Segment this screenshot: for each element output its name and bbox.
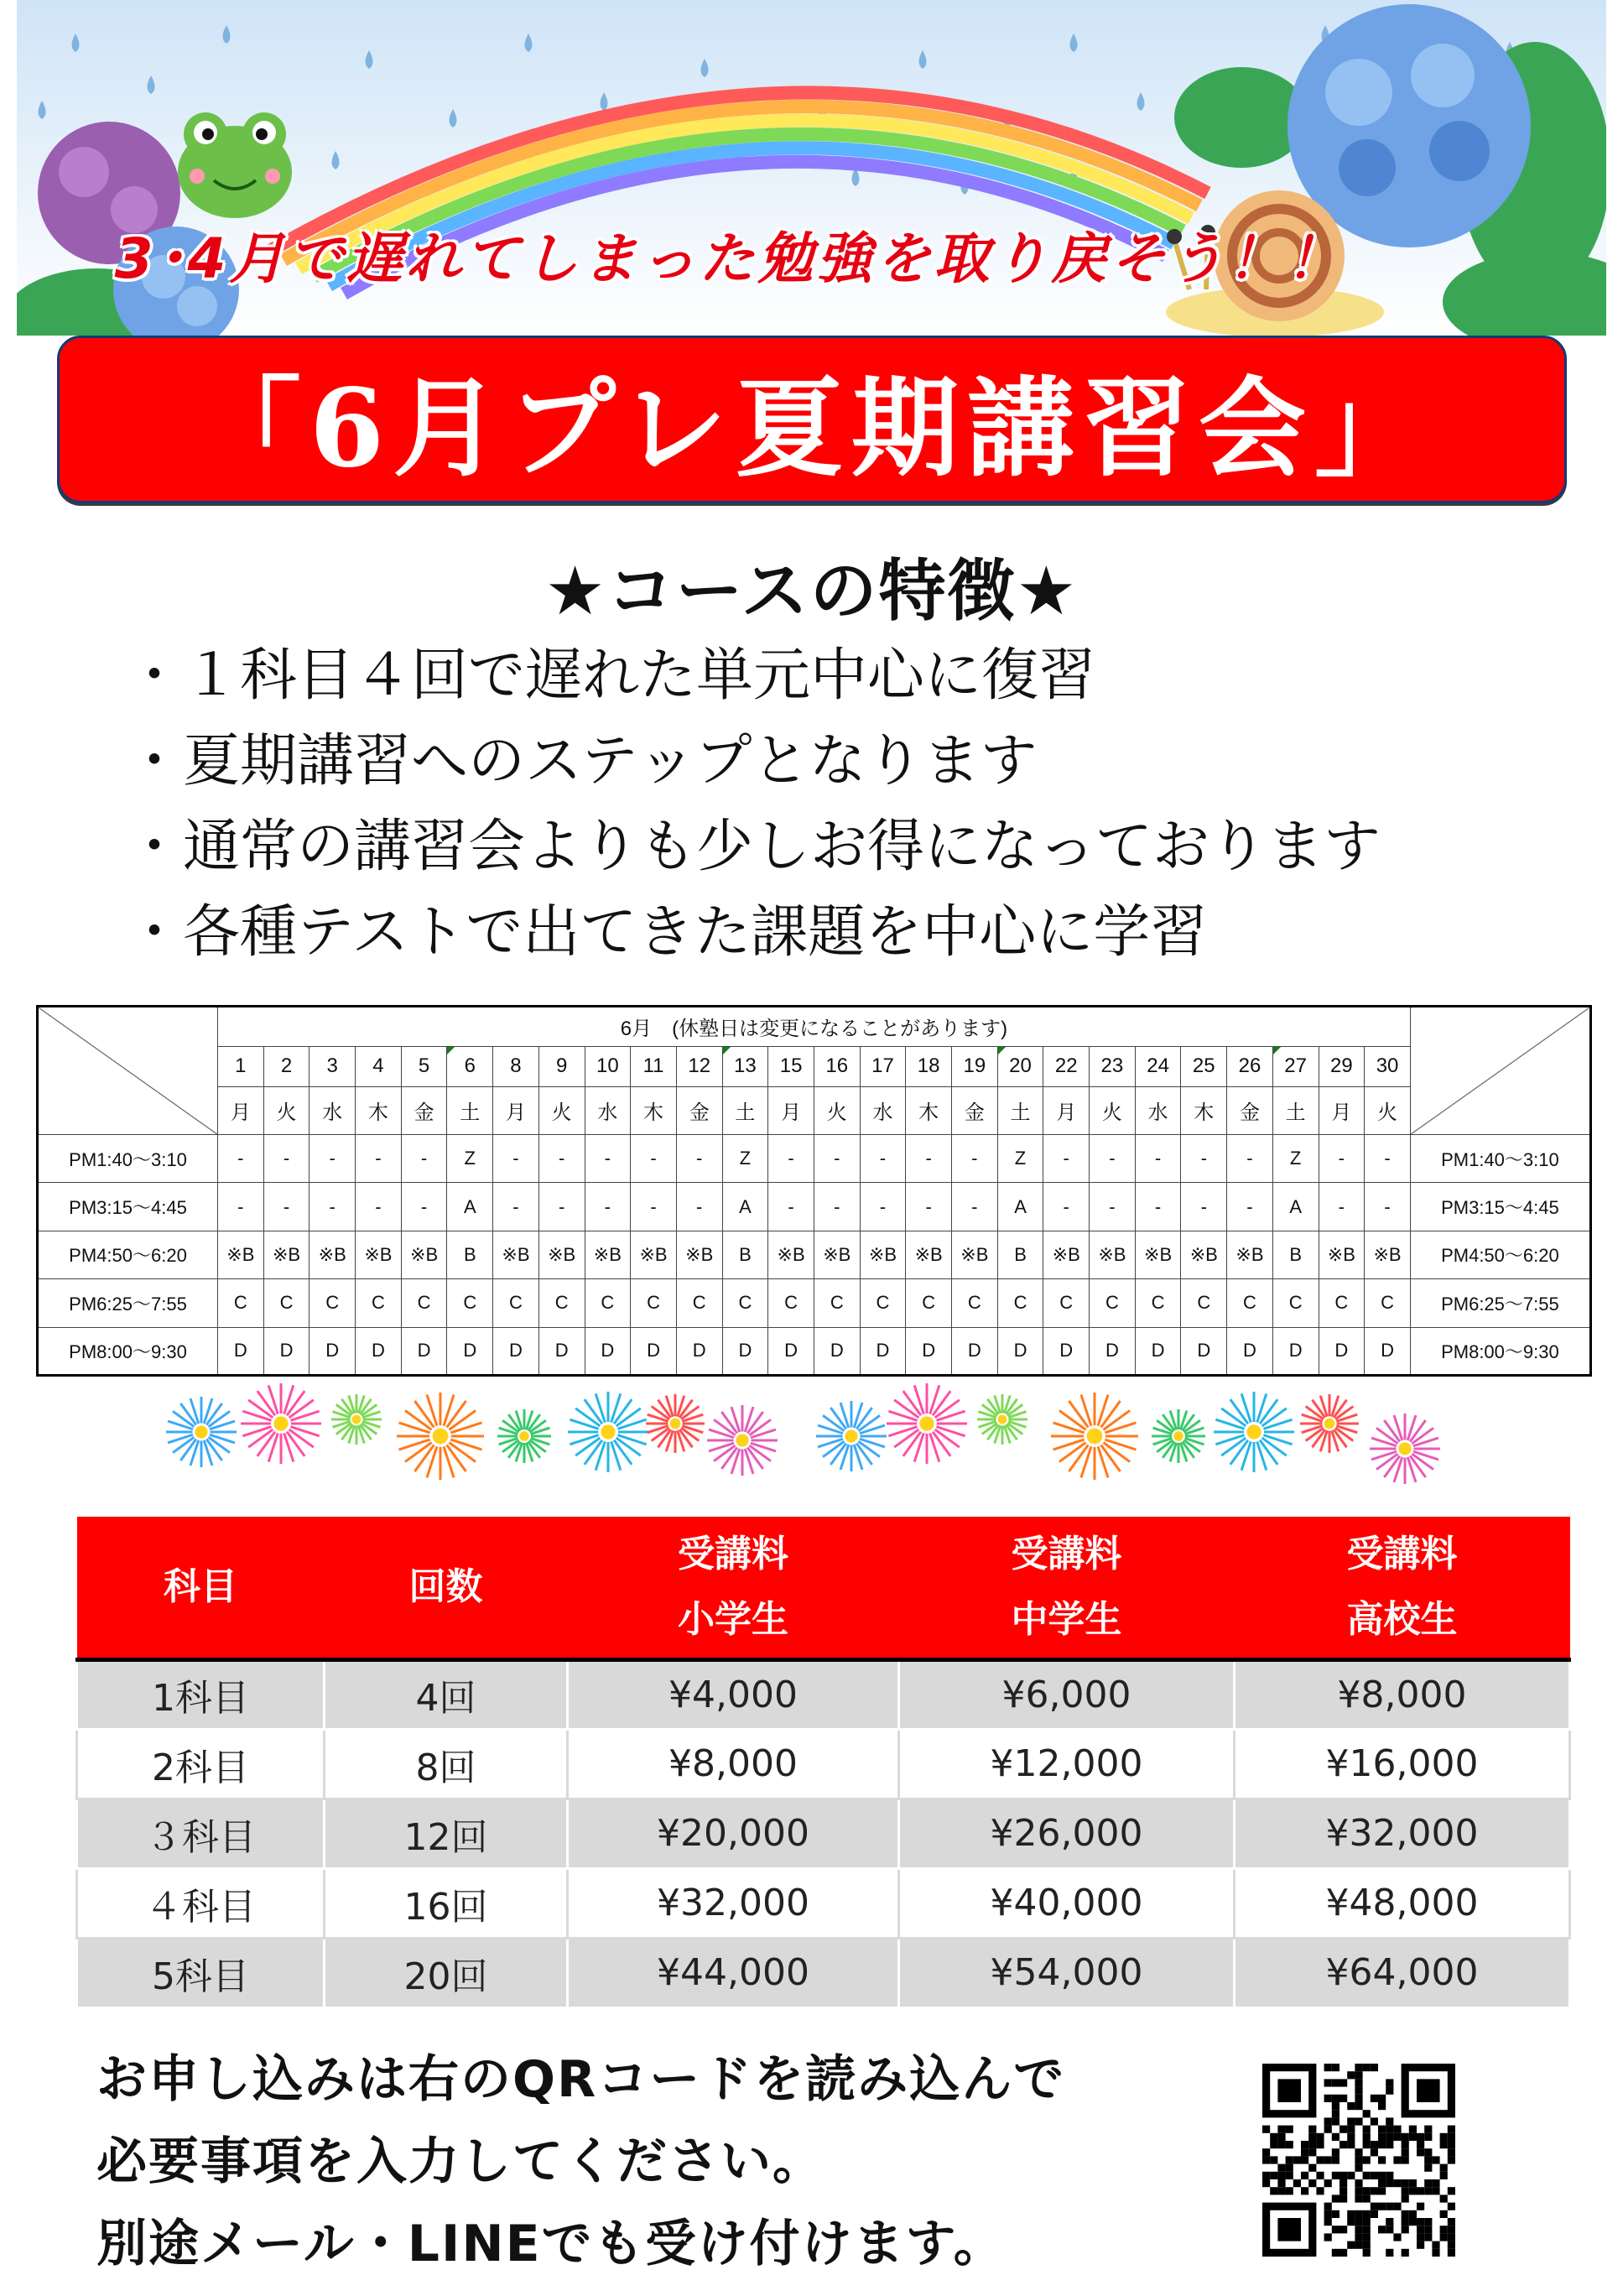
schedule-weekday-cell: 金 (952, 1086, 998, 1134)
schedule-slot-cell: D (263, 1327, 310, 1375)
schedule-day-cell: 9 (538, 1046, 585, 1086)
schedule-day-cell: 3 (310, 1046, 356, 1086)
schedule-slot-cell: - (1227, 1135, 1273, 1183)
schedule-slot-cell: - (631, 1135, 677, 1183)
table-row (77, 1868, 1570, 1938)
schedule-slot-cell: - (631, 1183, 677, 1231)
schedule-corner-cell (1410, 1007, 1590, 1135)
schedule-slot-row (38, 1231, 1591, 1278)
schedule-slot-cell: D (997, 1327, 1043, 1375)
firework-burst-icon (568, 1392, 648, 1472)
firework-burst-icon (1051, 1393, 1138, 1480)
schedule-slot-cell: - (860, 1135, 906, 1183)
schedule-slot-cell: - (814, 1135, 860, 1183)
schedule-day-cell: 25 (1181, 1046, 1227, 1086)
table-row (77, 1729, 1570, 1799)
schedule-day-cell: 13 (722, 1046, 768, 1086)
schedule-slot-cell: D (1181, 1327, 1227, 1375)
schedule-slot-cell: C (263, 1279, 310, 1327)
schedule-slot-cell: - (1365, 1183, 1411, 1231)
schedule-slot-cell: - (676, 1135, 722, 1183)
firework-burst-icon (497, 1409, 551, 1463)
schedule-slot-cell: - (1319, 1135, 1365, 1183)
row-junior-fee: ¥40,000 (899, 1868, 1235, 1938)
schedule-day-cell: 2 (263, 1046, 310, 1086)
row-junior-fee: ¥26,000 (899, 1799, 1235, 1868)
schedule-day-cell: 1 (218, 1046, 264, 1086)
schedule-slot-cell: D (493, 1327, 539, 1375)
row-sessions: 12回 (325, 1799, 568, 1868)
schedule-slot-cell: C (1090, 1279, 1136, 1327)
schedule-slot-cell: - (356, 1135, 402, 1183)
schedule-slot-cell: D (768, 1327, 814, 1375)
row-subject: ４科目 (77, 1868, 325, 1938)
schedule-day-cell: 24 (1135, 1046, 1181, 1086)
firework-burst-icon (331, 1394, 382, 1445)
schedule-slot-label: PM6:25～7:55 (1410, 1279, 1590, 1327)
firework-burst-icon (241, 1383, 321, 1464)
schedule-slot-cell: D (585, 1327, 631, 1375)
schedule-slot-cell: - (218, 1135, 264, 1183)
schedule-day-cell: 11 (631, 1046, 677, 1086)
schedule-slot-cell: ※B (538, 1231, 585, 1278)
schedule-slot-cell: B (722, 1231, 768, 1278)
header-senior-label: 高校生 (1346, 1598, 1458, 1640)
schedule-slot-cell: C (722, 1279, 768, 1327)
schedule-slot-cell: ※B (906, 1231, 952, 1278)
schedule-slot-label: PM6:25～7:55 (38, 1279, 218, 1327)
price-table (75, 1517, 1571, 2009)
schedule-slot-cell: A (722, 1183, 768, 1231)
schedule-slot-cell: A (447, 1183, 493, 1231)
schedule-weekday-cell: 水 (860, 1086, 906, 1134)
schedule-weekday-cell: 水 (1135, 1086, 1181, 1134)
schedule-weekday-cell: 月 (493, 1086, 539, 1134)
firework-burst-icon (977, 1394, 1027, 1445)
subtitle: 3･4月で遅れてしまった勉強を取り戻そう！！ (114, 226, 1345, 291)
schedule-slot-cell: - (538, 1135, 585, 1183)
schedule-weekday-cell: 月 (218, 1086, 264, 1134)
schedule-slot-cell: - (585, 1183, 631, 1231)
schedule-weekday-cell: 金 (1227, 1086, 1273, 1134)
schedule-slot-cell: C (585, 1279, 631, 1327)
schedule-slot-cell: - (1090, 1135, 1136, 1183)
schedule-day-cell: 8 (493, 1046, 539, 1086)
schedule-slot-cell: D (631, 1327, 677, 1375)
schedule-slot-label: PM8:00～9:30 (1410, 1327, 1590, 1375)
schedule-slot-cell: D (814, 1327, 860, 1375)
schedule-weekday-cell: 木 (1181, 1086, 1227, 1134)
schedule-slot-cell: D (1272, 1327, 1319, 1375)
schedule-day-cell: 22 (1043, 1046, 1090, 1086)
schedule-slot-cell: Z (722, 1135, 768, 1183)
schedule-slot-cell: ※B (1227, 1231, 1273, 1278)
schedule-slot-cell: D (538, 1327, 585, 1375)
schedule-slot-cell: C (401, 1279, 447, 1327)
schedule-day-cell: 16 (814, 1046, 860, 1086)
row-senior-fee: ¥16,000 (1235, 1729, 1570, 1799)
features-heading: ★コースの特徴★ (544, 552, 1079, 630)
schedule-slot-cell: ※B (676, 1231, 722, 1278)
schedule-slot-cell: D (1319, 1327, 1365, 1375)
schedule-day-cell: 4 (356, 1046, 402, 1086)
schedule-slot-cell: - (538, 1183, 585, 1231)
schedule-day-cell: 10 (585, 1046, 631, 1086)
schedule-month-header: 6月 (休塾日は変更になることがあります) (218, 1007, 1411, 1047)
row-subject: ３科目 (77, 1799, 325, 1868)
schedule-day-cell: 18 (906, 1046, 952, 1086)
schedule-slot-cell: ※B (401, 1231, 447, 1278)
schedule-slot-cell: B (1272, 1231, 1319, 1278)
application-instructions (96, 2038, 1187, 2285)
schedule-day-cell: 26 (1227, 1046, 1273, 1086)
schedule-slot-cell: D (447, 1327, 493, 1375)
schedule-slot-label: PM4:50～6:20 (1410, 1231, 1590, 1278)
schedule-slot-cell: - (493, 1135, 539, 1183)
schedule-slot-cell: C (814, 1279, 860, 1327)
schedule-slot-cell: Z (997, 1135, 1043, 1183)
qr-code-icon[interactable] (1262, 2064, 1455, 2257)
header-illustration (17, 0, 1606, 336)
schedule-slot-cell: D (1090, 1327, 1136, 1375)
schedule-day-cell: 20 (997, 1046, 1043, 1086)
header-subject: 科目 (77, 1517, 325, 1659)
schedule-slot-cell: - (310, 1135, 356, 1183)
schedule-slot-label: PM4:50～6:20 (38, 1231, 218, 1278)
schedule-weekday-cell: 金 (401, 1086, 447, 1134)
schedule-slot-cell: D (356, 1327, 402, 1375)
schedule-slot-cell: D (676, 1327, 722, 1375)
schedule-weekday-cell: 火 (1090, 1086, 1136, 1134)
schedule-day-cell: 23 (1090, 1046, 1136, 1086)
table-row (77, 1659, 1570, 1729)
schedule-slot-cell: C (538, 1279, 585, 1327)
feature-item: ・夏期講習へのステップとなります (126, 728, 1038, 794)
header-fee-label: 受講料 (1011, 1533, 1122, 1575)
schedule-slot-cell: C (1181, 1279, 1227, 1327)
schedule-weekday-cell: 月 (1043, 1086, 1090, 1134)
row-junior-fee: ¥6,000 (899, 1659, 1235, 1729)
row-sessions: 16回 (325, 1868, 568, 1938)
schedule-slot-cell: - (1319, 1183, 1365, 1231)
schedule-slot-cell: C (860, 1279, 906, 1327)
schedule-slot-cell: C (1227, 1279, 1273, 1327)
schedule-slot-cell: C (493, 1279, 539, 1327)
schedule-slot-cell: D (906, 1327, 952, 1375)
schedule-slot-cell: ※B (218, 1231, 264, 1278)
schedule-slot-cell: ※B (1090, 1231, 1136, 1278)
schedule-slot-cell: C (676, 1279, 722, 1327)
row-senior-fee: ¥8,000 (1235, 1659, 1570, 1729)
schedule-slot-cell: - (952, 1135, 998, 1183)
schedule-slot-label: PM3:15～4:45 (1410, 1183, 1590, 1231)
schedule-slot-cell: - (1135, 1135, 1181, 1183)
schedule-slot-cell: C (218, 1279, 264, 1327)
row-sessions: 4回 (325, 1659, 568, 1729)
schedule-slot-cell: - (1135, 1183, 1181, 1231)
schedule-slot-cell: - (952, 1183, 998, 1231)
schedule-day-cell: 5 (401, 1046, 447, 1086)
schedule-weekday-cell: 土 (722, 1086, 768, 1134)
fireworks-icon (164, 1377, 1480, 1486)
header-fee-label: 受講料 (1346, 1533, 1458, 1575)
schedule-weekday-cell: 火 (538, 1086, 585, 1134)
schedule-slot-cell: C (1272, 1279, 1319, 1327)
schedule-slot-cell: D (952, 1327, 998, 1375)
schedule-slot-cell: - (263, 1135, 310, 1183)
price-table-header (77, 1517, 1570, 1659)
row-sessions: 8回 (325, 1729, 568, 1799)
schedule-weekday-cell: 木 (906, 1086, 952, 1134)
schedule-slot-cell: ※B (1181, 1231, 1227, 1278)
frog-icon (178, 112, 292, 218)
header-elementary (568, 1517, 899, 1659)
header-fee-label: 受講料 (678, 1533, 788, 1575)
schedule-slot-cell: C (997, 1279, 1043, 1327)
schedule-slot-cell: - (768, 1183, 814, 1231)
schedule-slot-cell: C (952, 1279, 998, 1327)
row-senior-fee: ¥64,000 (1235, 1938, 1570, 2007)
row-subject: 5科目 (77, 1938, 325, 2007)
header-junior-label: 中学生 (1011, 1598, 1122, 1640)
row-senior-fee: ¥48,000 (1235, 1868, 1570, 1938)
schedule-slot-cell: D (310, 1327, 356, 1375)
schedule-weekday-cell: 金 (676, 1086, 722, 1134)
schedule-slot-cell: - (1181, 1183, 1227, 1231)
schedule-slot-cell: - (906, 1183, 952, 1231)
schedule-slot-cell: - (263, 1183, 310, 1231)
schedule-slot-cell: C (447, 1279, 493, 1327)
schedule-slot-cell: - (585, 1135, 631, 1183)
schedule-weekday-cell: 土 (1272, 1086, 1319, 1134)
page-title: 「6月プレ夏期講習会」 (194, 366, 1430, 492)
row-subject: 1科目 (77, 1659, 325, 1729)
firework-burst-icon (397, 1393, 484, 1480)
firework-burst-icon (646, 1394, 705, 1453)
schedule-slot-cell: C (768, 1279, 814, 1327)
schedule-slot-cell: Z (447, 1135, 493, 1183)
schedule-slot-cell: - (676, 1183, 722, 1231)
feature-item: ・通常の講習会よりも少しお得になっております (126, 814, 1381, 880)
schedule-day-cell: 19 (952, 1046, 998, 1086)
schedule-slot-cell: ※B (263, 1231, 310, 1278)
schedule-slot-cell: ※B (1319, 1231, 1365, 1278)
schedule-slot-cell: - (768, 1135, 814, 1183)
header-sessions: 回数 (325, 1517, 568, 1659)
schedule-slot-cell: C (310, 1279, 356, 1327)
schedule-day-cell: 6 (447, 1046, 493, 1086)
row-elementary-fee: ¥44,000 (568, 1938, 899, 2007)
schedule-slot-cell: - (218, 1183, 264, 1231)
schedule-day-cell: 29 (1319, 1046, 1365, 1086)
firework-burst-icon (1370, 1414, 1440, 1484)
schedule-slot-row (38, 1183, 1591, 1231)
schedule-slot-cell: D (860, 1327, 906, 1375)
schedule-slot-label: PM1:40～3:10 (38, 1135, 218, 1183)
schedule-day-cell: 12 (676, 1046, 722, 1086)
schedule-slot-cell: C (1043, 1279, 1090, 1327)
schedule-slot-cell: C (356, 1279, 402, 1327)
schedule-slot-cell: C (631, 1279, 677, 1327)
schedule-slot-cell: ※B (814, 1231, 860, 1278)
schedule-slot-cell: - (493, 1183, 539, 1231)
schedule-weekday-cell: 月 (1319, 1086, 1365, 1134)
schedule-slot-cell: D (1135, 1327, 1181, 1375)
schedule-slot-cell: B (447, 1231, 493, 1278)
schedule-slot-row (38, 1327, 1591, 1375)
schedule-slot-label: PM3:15～4:45 (38, 1183, 218, 1231)
application-line: 別途メール・LINEでも受け付けます。 (96, 2215, 1006, 2273)
schedule-day-cell: 17 (860, 1046, 906, 1086)
schedule-slot-cell: ※B (493, 1231, 539, 1278)
schedule-slot-row (38, 1279, 1591, 1327)
schedule-slot-cell: Z (1272, 1135, 1319, 1183)
row-subject: 2科目 (77, 1729, 325, 1799)
schedule-slot-cell: C (1319, 1279, 1365, 1327)
schedule-slot-cell: C (1135, 1279, 1181, 1327)
schedule-slot-cell: ※B (1135, 1231, 1181, 1278)
schedule-slot-cell: - (1090, 1183, 1136, 1231)
row-junior-fee: ¥54,000 (899, 1938, 1235, 2007)
features-list (126, 633, 1381, 976)
row-elementary-fee: ¥32,000 (568, 1868, 899, 1938)
schedule-slot-cell: - (1043, 1183, 1090, 1231)
schedule-slot-cell: ※B (952, 1231, 998, 1278)
schedule-slot-cell: - (860, 1183, 906, 1231)
schedule-slot-cell: ※B (1365, 1231, 1411, 1278)
table-row (77, 1938, 1570, 2007)
schedule-slot-cell: ※B (310, 1231, 356, 1278)
schedule-slot-cell: - (1227, 1183, 1273, 1231)
schedule-slot-cell: ※B (860, 1231, 906, 1278)
schedule-slot-cell: D (1365, 1327, 1411, 1375)
schedule-slot-cell: D (1227, 1327, 1273, 1375)
schedule-slot-cell: A (997, 1183, 1043, 1231)
schedule-weekday-cell: 月 (768, 1086, 814, 1134)
schedule-slot-cell: - (401, 1135, 447, 1183)
schedule-slot-cell: - (814, 1183, 860, 1231)
schedule-slot-cell: C (1365, 1279, 1411, 1327)
schedule-slot-cell: A (1272, 1183, 1319, 1231)
schedule-day-cell: 27 (1272, 1046, 1319, 1086)
schedule-slot-cell: D (722, 1327, 768, 1375)
feature-item: ・１科目４回で遅れた単元中心に復習 (126, 643, 1096, 709)
firework-burst-icon (887, 1383, 967, 1464)
schedule-slot-cell: ※B (631, 1231, 677, 1278)
schedule-slot-cell: - (906, 1135, 952, 1183)
firework-burst-icon (166, 1397, 237, 1467)
schedule-slot-cell: ※B (356, 1231, 402, 1278)
firework-burst-icon (1300, 1394, 1359, 1453)
title-banner (57, 336, 1567, 503)
schedule-slot-cell: D (401, 1327, 447, 1375)
schedule-weekday-cell: 火 (814, 1086, 860, 1134)
schedule-slot-label: PM1:40～3:10 (1410, 1135, 1590, 1183)
schedule-slot-row (38, 1135, 1591, 1183)
schedule-slot-label: PM8:00～9:30 (38, 1327, 218, 1375)
schedule-month-row (38, 1007, 1591, 1047)
application-line: お申し込みは右のQRコードを読み込んで (96, 2050, 1066, 2109)
table-row (77, 1799, 1570, 1868)
schedule-day-cell: 15 (768, 1046, 814, 1086)
schedule-slot-cell: C (906, 1279, 952, 1327)
schedule-weekday-cell: 水 (585, 1086, 631, 1134)
row-elementary-fee: ¥4,000 (568, 1659, 899, 1729)
schedule-weekday-cell: 木 (631, 1086, 677, 1134)
firework-burst-icon (1214, 1392, 1294, 1472)
row-sessions: 20回 (325, 1938, 568, 2007)
schedule-slot-cell: B (997, 1231, 1043, 1278)
header-junior (899, 1517, 1235, 1659)
schedule-table (36, 1005, 1592, 1377)
row-elementary-fee: ¥20,000 (568, 1799, 899, 1868)
schedule-slot-cell: - (356, 1183, 402, 1231)
schedule-weekday-row (38, 1086, 1591, 1134)
schedule-weekday-cell: 火 (263, 1086, 310, 1134)
feature-item: ・各種テストで出てきた課題を中心に学習 (126, 899, 1208, 966)
schedule-corner-cell (38, 1007, 218, 1135)
schedule-day-cell: 30 (1365, 1046, 1411, 1086)
schedule-slot-cell: - (1365, 1135, 1411, 1183)
schedule-slot-cell: - (1043, 1135, 1090, 1183)
schedule-slot-cell: ※B (1043, 1231, 1090, 1278)
schedule-weekday-cell: 水 (310, 1086, 356, 1134)
row-senior-fee: ¥32,000 (1235, 1799, 1570, 1868)
application-line: 必要事項を入力してください。 (96, 2132, 825, 2191)
row-junior-fee: ¥12,000 (899, 1729, 1235, 1799)
firework-burst-icon (1152, 1409, 1205, 1463)
schedule-slot-cell: - (1181, 1135, 1227, 1183)
schedule-weekday-cell: 木 (356, 1086, 402, 1134)
schedule-weekday-cell: 土 (447, 1086, 493, 1134)
schedule-slot-cell: ※B (585, 1231, 631, 1278)
schedule-weekday-cell: 土 (997, 1086, 1043, 1134)
schedule-weekday-cell: 火 (1365, 1086, 1411, 1134)
firework-burst-icon (816, 1401, 887, 1471)
firework-burst-icon (707, 1405, 778, 1476)
schedule-slot-cell: - (310, 1183, 356, 1231)
header-elementary-label: 小学生 (678, 1598, 788, 1640)
header-senior (1235, 1517, 1570, 1659)
row-elementary-fee: ¥8,000 (568, 1729, 899, 1799)
schedule-day-row (38, 1046, 1591, 1086)
schedule-slot-cell: D (218, 1327, 264, 1375)
schedule-slot-cell: D (1043, 1327, 1090, 1375)
schedule-slot-cell: ※B (768, 1231, 814, 1278)
schedule-slot-cell: - (401, 1183, 447, 1231)
